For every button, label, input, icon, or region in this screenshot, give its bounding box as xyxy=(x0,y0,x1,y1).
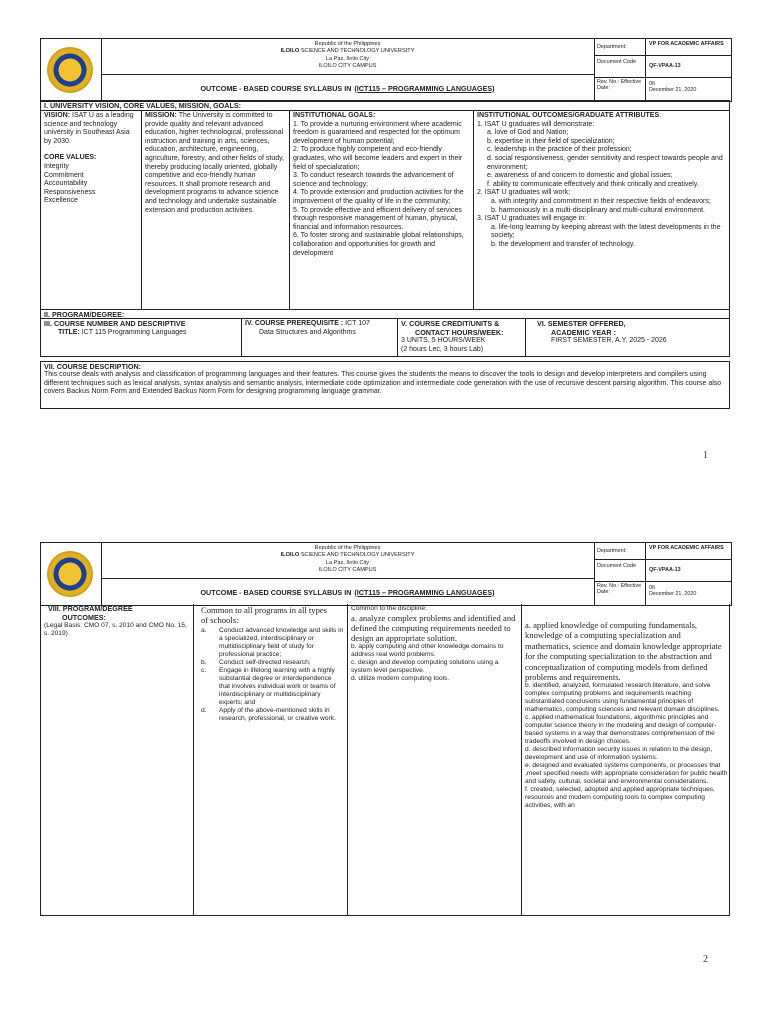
list-item: a. Conduct advanced knowledge and skills in a specialized, interdisciplinary or multidisciplinary field of study for professional practice; xyxy=(201,627,344,658)
prerequisite-cell: IV. COURSE PREREQUISITE : ICT 107 Data Structures and Algorithms xyxy=(241,319,397,356)
outcome-item: f. ability to communicate effectively and think critically and creatively. xyxy=(487,180,699,188)
list-item: b. apply computing and other knowledge domains to address real world problems. xyxy=(351,643,504,658)
section-1-title: I. UNIVERSITY VISION, CORE VALUES, MISSION, GOALS: xyxy=(44,101,242,110)
section-vision-mission xyxy=(40,100,730,310)
outcome-item: a. with integrity and commitment in their respective fields of endeavors; xyxy=(491,197,711,205)
campus-line: ILOILO CITY CAMPUS xyxy=(318,567,377,574)
semester-cell: VI. SEMESTER OFFERED, ACADEMIC YEAR : FIRST SEMESTER, A.Y. 2025 - 2026 xyxy=(525,319,731,356)
address-line: La Paz, Iloilo City xyxy=(325,55,370,62)
list-item: d. described information security issues in relation to the design, development and use of information systems. xyxy=(525,746,713,762)
core-value-item: Integrity xyxy=(44,162,69,170)
core-values-label: CORE VALUES: xyxy=(44,154,97,162)
section-course-description xyxy=(40,361,730,409)
common-all-cell xyxy=(193,604,347,915)
outcomes-column: INSTITUTIONAL OUTCOMES/GRADUATE ATTRIBUTES: 1. ISAT U graduates will demonstrate: a. love of God and Nation; b. expertise in their field of specialization; c. leadership in the practice of their profession; d. social responsiveness, gender sensitivity and respect towards people and environment; e. awareness of and concern to domestic and global issues; f. ability to communicate effectively and think critically and creatively. 2. ISAT U graduates will work; a. with integrity and commitment in their respective fields of endeavors; b. harmoniously in a multi-disciplinary and multi-cultural environment. 3. ISAT U graduates will engage in: a. life-long learning by keeping abreast with the latest developments in the society; b. the development and transfer of technology. xyxy=(473,111,731,309)
meta-revision: Rev. No.: Effective Date: 06 December 21, 2020 xyxy=(595,581,732,605)
republic-line: Republic of the Philippines xyxy=(314,41,381,47)
core-value-item: Commitment xyxy=(44,171,84,179)
goal-item: 1. To provide a nurturing environment where academic freedom is guaranteed and respected for the optimum development of human potential; xyxy=(293,120,462,145)
syllabus-title: OUTCOME - BASED COURSE SYLLABUS IN (ICT115 – PROGRAMMING LANGUAGES) xyxy=(200,83,495,93)
common-all-title: Common to all programs in all types of schools: xyxy=(201,605,328,625)
outcomes-label-cell: VIII. PROGRAM/DEGREE OUTCOMES: (Legal Basis: CMO 07, s. 2010 and CMO No. 15, s. 2019) xyxy=(41,604,193,915)
document-header xyxy=(40,38,732,102)
university-seal-logo xyxy=(49,49,91,91)
course-number-cell: III. COURSE NUMBER AND DESCRIPTIVE TITLE: ICT 115 Programming Languages xyxy=(44,319,187,336)
outcome-item: d. social responsiveness, gender sensitivity and respect towards people and environment; xyxy=(487,154,723,171)
list-item: b. Conduct self-directed research; xyxy=(201,659,311,666)
goal-item: 3. To conduct research towards the advancement of science and technology; xyxy=(293,172,454,188)
page-number: 1 xyxy=(703,450,708,461)
list-item: d. utilize modern computing tools. xyxy=(351,675,450,682)
meta-department: Department: VP FOR ACADEMIC AFFAIRS xyxy=(595,543,732,560)
section-program-outcomes xyxy=(40,604,730,916)
core-value-item: Responsiveness xyxy=(44,188,96,196)
outcome-item: c. leadership in the practice of their profession; xyxy=(487,146,632,154)
program-outcome-a: a. applied knowledge of computing fundamentals, knowledge of a computing specialization and mathematics, science and domain knowledge appropriate for the computing specialization to the abstraction and conceptualization of computing models from defined problems and requirements. xyxy=(525,620,722,683)
university-block xyxy=(101,543,594,579)
list-item: e. designed and evaluated systems components, or processes that ,meet specified needs with appropriate consideration for public health and safety, cultural, societal and environmental considerations. xyxy=(525,762,728,786)
university-seal-logo xyxy=(49,553,91,595)
meta-document-code: Document Code QF-VPAA-13 xyxy=(595,55,732,78)
document-header xyxy=(40,542,732,606)
list-item: c. applied mathematical foundations, algorithmic principles and computer science theory in the modeling and design of computer-based systems in a way that demonstrates comprehension of the tradeoffs involved in design choices. xyxy=(525,714,717,746)
list-item: f. created, selected, adopted and applied appropriate techniques, resources and modern computing tools to complex computing activities, with an xyxy=(525,786,715,810)
logo-cell xyxy=(41,543,102,605)
legal-basis: (Legal Basis: CMO 07, s. 2010 and CMO No. 15, s. 2019) xyxy=(44,622,187,638)
list-item: c. design and develop computing solutions using a system level perspective. xyxy=(351,659,499,674)
outcome-item: e. awareness of and concern to domestic and global issues; xyxy=(487,172,673,180)
vision-column: VISION: ISAT U as a leading science and technology university in Southeast Asia by 2030. CORE VALUES: Integrity Commitment Accountability Responsiveness Excellence xyxy=(41,111,141,309)
outcome-item: b. harmoniously in a multi-disciplinary and multi-cultural environment. xyxy=(491,206,705,214)
campus-line: ILOILO CITY CAMPUS xyxy=(318,63,377,70)
section-7-title: VII. COURSE DESCRIPTION: xyxy=(44,362,142,371)
list-item: c. Engage in lifelong learning with a highly substantial degree or interdependence that involves individual work or teams of interdisciplinary or multidisciplinary experts; and xyxy=(201,667,336,706)
common-discipline-title: Common to the discipline: xyxy=(351,605,427,612)
program-outcomes-cell xyxy=(521,604,731,915)
meta-revision: Rev. No.: Effective Date: 06 December 21, 2020 xyxy=(595,77,732,101)
course-description-text: This course deals with analysis and classification of programming languages and their features. This course gives the students the means to discover the tools to design and develop interpreters and compilers using different techniques such as lexical analysis, syntax analysis and semantic analysis, intermediate code optimization and intermediate code generation with the use of recursive descent parsing algorithm. This course also covers Backus Norm Form and Extended Backus Norm Form for designing programming language grammar. xyxy=(44,371,722,396)
goals-column: INSTITUTIONAL GOALS: 1. To provide a nurturing environment where academic freedom is guaranteed and respected for the optimum development of human potential; 2. To produce highly competent and eco-friendly graduates, who will become leaders and expert in their field of specialization; 3. To conduct research towards the advancement of science and technology; 4. To provide extension and production activities for the improvement of the quality of life in the community; 5. To provide effective and efficient delivery of services through responsive management of human, physical, financial and information resources. 6. To foster strong and sustainable global relationships, collaboration and opportunities for growth and development xyxy=(289,111,473,309)
outcome-item: a. life-long learning by keeping abreast with the latest developments in the society; xyxy=(491,223,721,240)
syllabus-title: OUTCOME - BASED COURSE SYLLABUS IN (ICT115 – PROGRAMMING LANGUAGES) xyxy=(200,587,495,597)
university-name: ILOILO SCIENCE AND TECHNOLOGY UNIVERSITY xyxy=(280,552,415,559)
republic-line: Republic of the Philippines xyxy=(314,545,381,551)
credit-units-cell: V. COURSE CREDIT/UNITS & CONTACT HOURS/WEEK: 3 UNITS, 5 HOURS/WEEK (2 hours Lec, 3 hours Lab) xyxy=(397,319,525,356)
goal-item: 2. To produce highly competent and eco-friendly graduates, who will become leaders and expert in their field of specialization; xyxy=(293,146,463,171)
goal-item: 5. To provide effective and efficient delivery of services through responsive management of human, physical, financial and information resources. xyxy=(293,206,462,231)
common-all-list xyxy=(197,627,344,723)
core-value-item: Accountability xyxy=(44,180,88,188)
address-line: La Paz, Iloilo City xyxy=(325,559,370,566)
core-value-item: Excellence xyxy=(44,197,78,205)
list-item: d. Apply of the above-mentioned skills in research, professional, or creative work. xyxy=(201,707,336,722)
common-discipline-item-a: a. analyze complex problems and identified and defined the computing requirements needed to design an appropriate solution. xyxy=(351,613,516,643)
outcome-item: b. the development and transfer of technology. xyxy=(491,240,635,248)
outcome-item: b. expertise in their field of specialization; xyxy=(487,137,615,145)
section-course-info xyxy=(40,319,730,357)
document-meta xyxy=(594,39,732,101)
outcome-item: a. love of God and Nation; xyxy=(487,129,569,137)
section-program-degree: II. PROGRAM/DEGREE: xyxy=(40,310,730,319)
goal-item: 6. To foster strong and sustainable global relationships, collaboration and opportunities for growth and development xyxy=(293,232,464,257)
mission-column: MISSION: The University is committed to provide quality and relevant advanced education, higher technological, professional instruction and training in arts, sciences, education, architecture, engineering, agriculture, forestry, and other fields of study, thereby producing locally oriented, globally competitive and eco-friendly human resources. It shall promote research and development programs to advance science and technology and undertake sustainable extension and production activities. xyxy=(141,111,289,309)
page-number: 2 xyxy=(703,954,708,965)
common-discipline-cell xyxy=(347,604,521,915)
meta-document-code: Document Code QF-VPAA-13 xyxy=(595,559,732,582)
goal-item: 4. To provide extension and production activities for the improvement of the quality of life in the community; xyxy=(293,189,464,205)
syllabus-page-2 xyxy=(0,512,768,1024)
document-meta xyxy=(594,543,732,605)
university-block xyxy=(101,39,594,75)
logo-cell xyxy=(41,39,102,101)
university-name: ILOILO SCIENCE AND TECHNOLOGY UNIVERSITY xyxy=(280,48,415,55)
meta-department: Department: VP FOR ACADEMIC AFFAIRS xyxy=(595,39,732,56)
list-item: b. identified, analyzed, formulated research literature, and solve complex computing problems and requirements reaching substantiated conclusions using fundamental principles of mathematics, computing sciences and relevant domain disciplines. xyxy=(525,682,720,714)
